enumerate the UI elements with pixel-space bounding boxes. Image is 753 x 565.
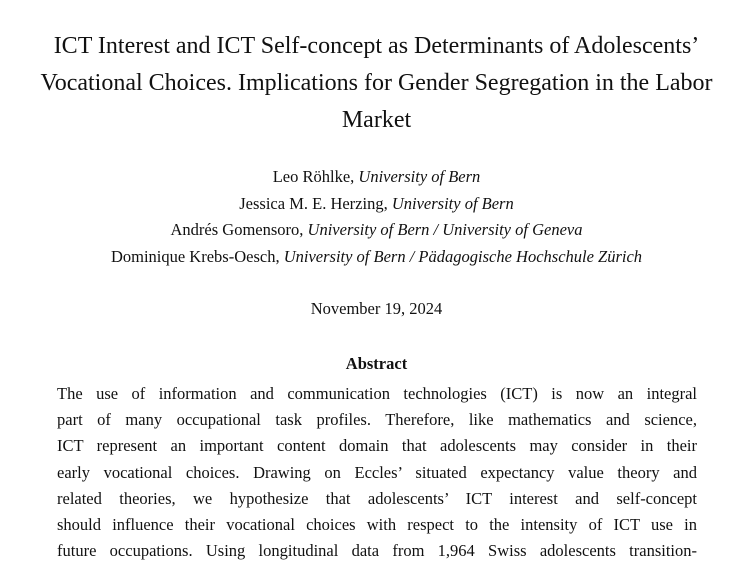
publication-date: November 19, 2024 xyxy=(310,299,443,318)
abstract-line: future occupations. Using longitudinal data from 1,964 Swiss adolescents transition- xyxy=(57,541,697,561)
abstract-heading: Abstract xyxy=(345,354,408,373)
author-affiliation: University of Bern / University of Geneva xyxy=(307,220,583,239)
author-name: Dominique Krebs-Oesch, xyxy=(110,246,284,266)
author-entry xyxy=(0,164,753,191)
author-entry xyxy=(0,217,753,244)
abstract-line: The use of information and communication technologies (ICT) is now an integral xyxy=(57,384,697,403)
abstract-line: ICT represent an important content domain that adolescents may consider in their xyxy=(57,436,697,456)
author-name: Jessica M. E. Herzing, xyxy=(239,193,392,213)
author-name: Leo Röhlke, xyxy=(272,167,359,186)
abstract-line: part of many occupational task profiles. Therefore, like mathematics and science, xyxy=(57,410,697,430)
abstract-line: early vocational choices. Drawing on Eccles’ situated expectancy value theory and xyxy=(57,462,697,482)
author-entry xyxy=(0,244,753,271)
author-affiliation: University of Bern xyxy=(391,193,514,213)
title-line-2: Vocational Choices. Implications for Gender Segregation in the Labor xyxy=(40,70,713,96)
abstract-body xyxy=(57,381,697,564)
abstract-line: related theories, we hypothesize that adolescents’ ICT interest and self-concept xyxy=(57,488,697,508)
paper-title xyxy=(0,28,753,139)
author-affiliation: University of Bern / Pädagogische Hochschule Zürich xyxy=(283,246,643,266)
author-list xyxy=(0,164,753,270)
title-line-1: ICT Interest and ICT Self-concept as Determinants of Adolescents’ xyxy=(53,33,700,59)
title-line-3: Market xyxy=(341,107,412,133)
author-name: Andrés Gomensoro, xyxy=(170,220,308,239)
author-affiliation: University of Bern xyxy=(358,167,481,186)
author-entry xyxy=(0,191,753,218)
abstract-line: should influence their vocational choices with respect to the intensity of ICT use in xyxy=(57,515,697,535)
